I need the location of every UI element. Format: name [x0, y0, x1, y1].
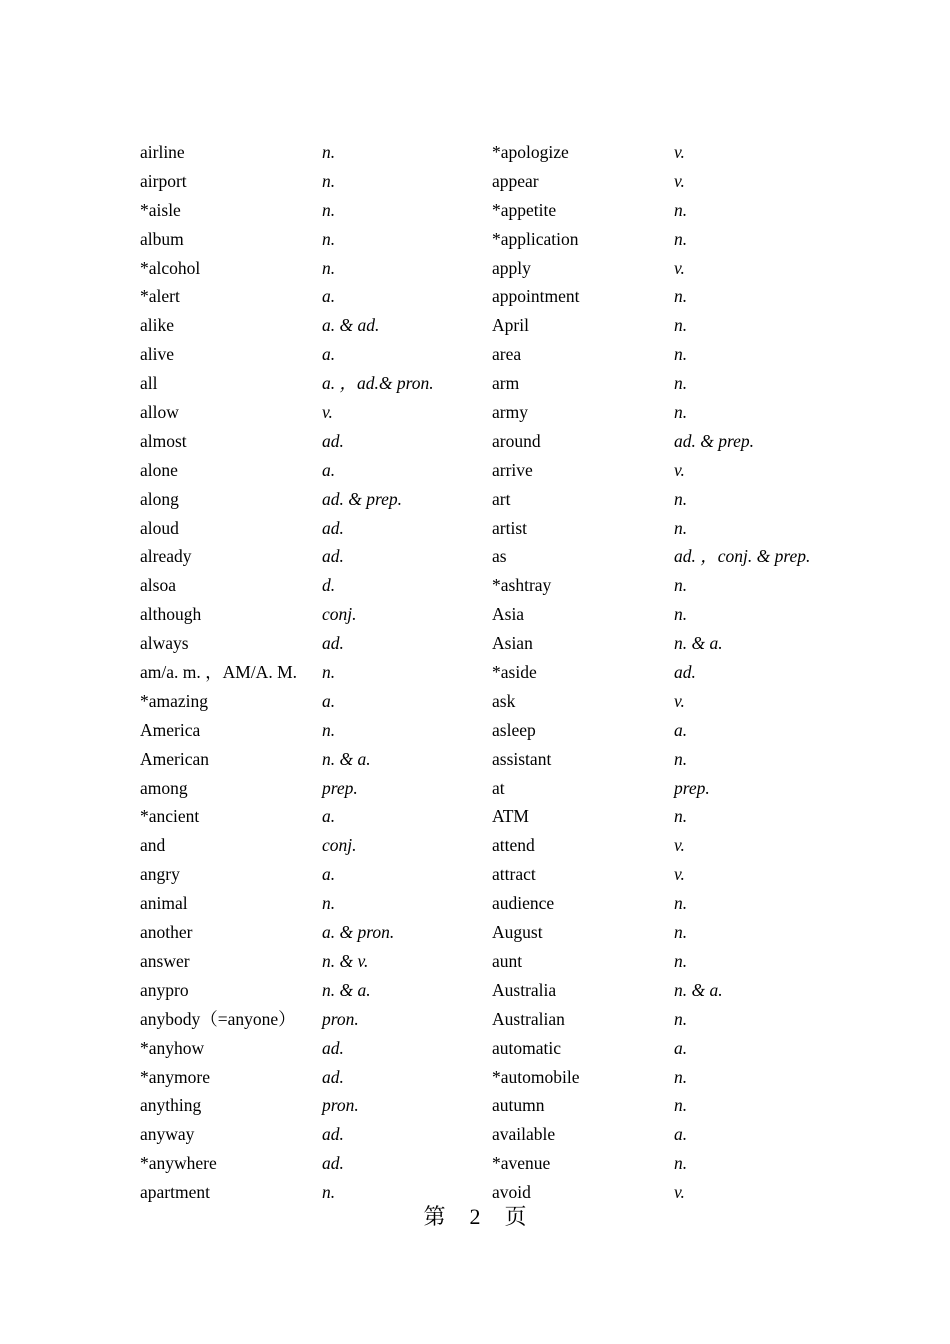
vocab-row	[140, 802, 840, 831]
part-of-speech: ad.	[322, 1066, 344, 1087]
part-of-speech: n. & a.	[322, 979, 371, 1000]
vocab-word: art	[492, 488, 511, 509]
vocab-word: *ashtray	[492, 575, 552, 596]
vocab-row	[140, 918, 840, 947]
vocab-word: attract	[492, 864, 536, 885]
vocab-word: arrive	[492, 459, 533, 480]
part-of-speech: n.	[322, 170, 336, 191]
vocab-word: *anymore	[140, 1066, 210, 1087]
vocab-word: artist	[492, 517, 527, 538]
page-footer	[0, 1200, 950, 1231]
vocab-word: angry	[140, 864, 180, 885]
vocab-row	[140, 1149, 840, 1178]
page-number: 2	[469, 1204, 481, 1229]
vocab-word: *anyhow	[140, 1037, 205, 1058]
vocab-word: appear	[492, 170, 539, 191]
vocabulary-table	[140, 138, 840, 1207]
vocab-word: America	[140, 719, 201, 740]
vocab-row	[140, 947, 840, 976]
part-of-speech: n.	[674, 893, 688, 914]
part-of-speech: v.	[674, 864, 685, 885]
vocab-word: am/a. m. ，AM/A. M.	[140, 662, 298, 683]
vocab-row	[140, 485, 840, 514]
vocab-row	[140, 398, 840, 427]
vocab-row	[140, 658, 840, 687]
vocab-word: Asia	[492, 604, 525, 625]
part-of-speech: n. & v.	[322, 950, 369, 971]
part-of-speech: ad. & prep.	[322, 488, 403, 509]
vocab-row	[140, 456, 840, 485]
vocab-word: April	[492, 315, 529, 336]
vocab-row	[140, 629, 840, 658]
vocab-word: ATM	[492, 806, 529, 827]
vocab-word: *amazing	[140, 690, 209, 711]
vocab-word: album	[140, 228, 184, 249]
vocab-row	[140, 716, 840, 745]
vocab-row	[140, 282, 840, 311]
vocab-word: *alert	[140, 286, 180, 307]
part-of-speech: a. & ad.	[322, 315, 380, 336]
part-of-speech: a.	[674, 1124, 688, 1145]
part-of-speech: n.	[322, 662, 336, 683]
vocab-row	[140, 1034, 840, 1063]
part-of-speech: a.	[674, 719, 688, 740]
vocab-row	[140, 1005, 840, 1034]
vocab-row	[140, 889, 840, 918]
part-of-speech: ad.	[322, 633, 344, 654]
part-of-speech: v.	[674, 257, 685, 278]
part-of-speech: v.	[674, 690, 685, 711]
vocab-row	[140, 225, 840, 254]
part-of-speech: prep.	[674, 777, 710, 798]
vocab-row	[140, 196, 840, 225]
vocab-word: alsoa	[140, 575, 176, 596]
vocab-word: Australian	[492, 1008, 565, 1029]
vocab-word: aunt	[492, 950, 523, 971]
part-of-speech: n.	[322, 228, 336, 249]
vocab-word: all	[140, 373, 158, 394]
vocab-word: available	[492, 1124, 556, 1145]
vocab-row	[140, 745, 840, 774]
part-of-speech: n.	[674, 344, 688, 365]
vocab-row	[140, 571, 840, 600]
part-of-speech: ad.	[674, 662, 696, 683]
vocab-word: among	[140, 777, 188, 798]
vocab-word: alive	[140, 344, 175, 365]
vocab-word: autumn	[492, 1095, 545, 1116]
part-of-speech: n.	[322, 893, 336, 914]
part-of-speech: a.	[322, 690, 336, 711]
footer-suffix: 页	[504, 1204, 527, 1229]
part-of-speech: n.	[674, 748, 688, 769]
part-of-speech: n.	[674, 604, 688, 625]
vocab-row	[140, 976, 840, 1005]
part-of-speech: ad.	[322, 1124, 344, 1145]
vocab-word: area	[492, 344, 522, 365]
part-of-speech: a. ，ad.& pron.	[322, 373, 434, 394]
part-of-speech: v.	[674, 1182, 685, 1203]
vocab-row	[140, 774, 840, 803]
part-of-speech: pron.	[322, 1008, 359, 1029]
part-of-speech: n.	[674, 373, 688, 394]
vocab-word: alone	[140, 459, 178, 480]
vocab-row	[140, 687, 840, 716]
vocab-row	[140, 514, 840, 543]
vocab-row	[140, 427, 840, 456]
vocab-row	[140, 831, 840, 860]
vocab-word: army	[492, 402, 528, 423]
part-of-speech: a.	[322, 344, 336, 365]
part-of-speech: a.	[322, 864, 336, 885]
vocab-word: at	[492, 777, 505, 798]
part-of-speech: n.	[674, 402, 688, 423]
part-of-speech: d.	[322, 575, 336, 596]
part-of-speech: n. & a.	[322, 748, 371, 769]
vocab-word: aloud	[140, 517, 179, 538]
vocab-word: *automobile	[492, 1066, 580, 1087]
vocab-word: apartment	[140, 1182, 210, 1203]
part-of-speech: n.	[674, 575, 688, 596]
part-of-speech: n.	[674, 286, 688, 307]
vocab-word: although	[140, 604, 202, 625]
vocab-word: *anywhere	[140, 1153, 217, 1174]
vocab-word: apply	[492, 257, 531, 278]
vocab-word: almost	[140, 430, 187, 451]
vocab-row	[140, 1063, 840, 1092]
part-of-speech: v.	[674, 459, 685, 480]
part-of-speech: ad. ，conj. & prep.	[674, 546, 811, 567]
vocab-word: avoid	[492, 1182, 531, 1203]
vocab-row	[140, 542, 840, 571]
vocab-word: along	[140, 488, 179, 509]
vocab-word: automatic	[492, 1037, 562, 1058]
part-of-speech: n.	[674, 228, 688, 249]
part-of-speech: conj.	[322, 835, 357, 856]
part-of-speech: n. & a.	[674, 633, 723, 654]
part-of-speech: n.	[674, 1095, 688, 1116]
part-of-speech: n.	[322, 199, 336, 220]
part-of-speech: n.	[674, 1153, 688, 1174]
part-of-speech: v.	[322, 402, 333, 423]
part-of-speech: ad.	[322, 1153, 344, 1174]
vocab-word: as	[492, 546, 507, 567]
part-of-speech: v.	[674, 170, 685, 191]
part-of-speech: n.	[674, 922, 688, 943]
vocab-word: asleep	[492, 719, 536, 740]
vocab-word: airline	[140, 142, 185, 162]
vocab-word: airport	[140, 170, 187, 191]
part-of-speech: n.	[322, 257, 336, 278]
vocab-word: arm	[492, 373, 520, 394]
vocab-word: August	[492, 922, 543, 943]
part-of-speech: prep.	[322, 777, 358, 798]
vocab-row	[140, 311, 840, 340]
part-of-speech: n. & a.	[674, 979, 723, 1000]
part-of-speech: a. & pron.	[322, 922, 395, 943]
vocab-word: assistant	[492, 748, 552, 769]
vocab-row	[140, 1091, 840, 1120]
part-of-speech: ad.	[322, 1037, 344, 1058]
part-of-speech: ad. & prep.	[674, 430, 755, 451]
vocab-row	[140, 167, 840, 196]
vocab-word: appointment	[492, 286, 580, 307]
part-of-speech: ad.	[322, 546, 344, 567]
vocab-word: allow	[140, 402, 179, 423]
part-of-speech: a.	[674, 1037, 688, 1058]
vocab-row	[140, 254, 840, 283]
footer-prefix: 第	[423, 1204, 446, 1229]
vocab-row	[140, 860, 840, 889]
vocab-word: alike	[140, 315, 175, 336]
part-of-speech: a.	[322, 806, 336, 827]
part-of-speech: n.	[322, 1182, 336, 1203]
vocab-word: and	[140, 835, 166, 856]
vocab-word: animal	[140, 893, 188, 914]
part-of-speech: ad.	[322, 517, 344, 538]
vocab-word: already	[140, 546, 192, 567]
vocab-word: answer	[140, 950, 190, 971]
part-of-speech: v.	[674, 142, 685, 162]
vocab-word: *aisle	[140, 199, 181, 220]
vocab-word: *apologize	[492, 142, 569, 162]
vocab-row	[140, 138, 840, 167]
vocab-word: American	[140, 748, 209, 769]
part-of-speech: n.	[674, 1008, 688, 1029]
vocab-word: *ancient	[140, 806, 200, 827]
vocab-word: ask	[492, 690, 516, 711]
vocab-word: anything	[140, 1095, 202, 1116]
vocab-word: Asian	[492, 633, 533, 654]
part-of-speech: n.	[674, 1066, 688, 1087]
part-of-speech: n.	[674, 517, 688, 538]
vocab-word: anybody（=anyone）	[140, 1008, 296, 1029]
part-of-speech: conj.	[322, 604, 357, 625]
vocab-word: Australia	[492, 979, 557, 1000]
vocab-word: audience	[492, 893, 555, 914]
vocab-row	[140, 340, 840, 369]
vocab-row	[140, 600, 840, 629]
part-of-speech: pron.	[322, 1095, 359, 1116]
part-of-speech: ad.	[322, 430, 344, 451]
part-of-speech: n.	[322, 142, 336, 162]
part-of-speech: n.	[674, 315, 688, 336]
vocab-row	[140, 1120, 840, 1149]
part-of-speech: n.	[674, 199, 688, 220]
vocab-word: always	[140, 633, 189, 654]
vocab-word: anyway	[140, 1124, 195, 1145]
vocab-row	[140, 369, 840, 398]
part-of-speech: n.	[674, 950, 688, 971]
vocab-word: *avenue	[492, 1153, 551, 1174]
vocab-word: anypro	[140, 979, 189, 1000]
vocab-word: *alcohol	[140, 257, 201, 278]
part-of-speech: n.	[674, 488, 688, 509]
vocab-word: attend	[492, 835, 535, 856]
vocab-word: *application	[492, 228, 579, 249]
vocab-word: *aside	[492, 662, 537, 683]
vocab-word: *appetite	[492, 199, 557, 220]
vocab-word: around	[492, 430, 541, 451]
part-of-speech: n.	[674, 806, 688, 827]
vocab-word: another	[140, 922, 193, 943]
part-of-speech: v.	[674, 835, 685, 856]
part-of-speech: n.	[322, 719, 336, 740]
part-of-speech: a.	[322, 459, 336, 480]
part-of-speech: a.	[322, 286, 336, 307]
